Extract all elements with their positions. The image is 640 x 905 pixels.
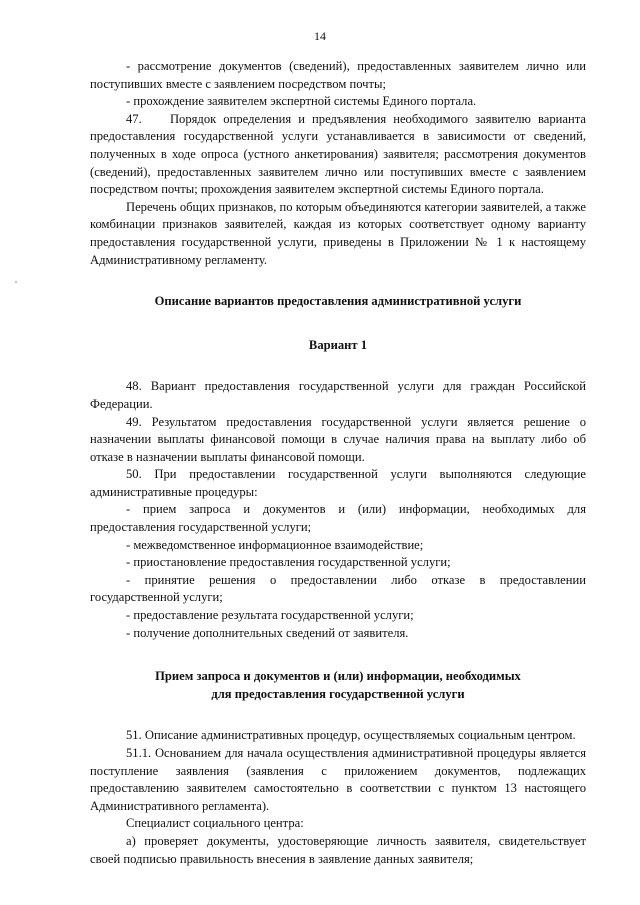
variant-heading: Вариант 1 <box>308 337 368 352</box>
paragraph: - прохождение заявителем экспертной системы Единого портала. <box>126 94 477 109</box>
margin-mark <box>15 281 17 283</box>
subsection-heading-line2: для предоставления государственной услуги <box>211 686 465 701</box>
list-item: - межведомственное информационное взаимодействие; <box>126 537 424 552</box>
page-number: 14 <box>314 29 326 43</box>
list-item: - приостановление предоставления государственной услуги; <box>126 555 451 570</box>
paragraph: а) проверяет документы, удостоверяющие личность заявителя, свидетельствует своей подписью правильность внесения в заявление данных заявителя; <box>90 833 586 866</box>
subsection-heading-line1: Прием запроса и документов и (или) информации, необходимых <box>155 669 521 684</box>
paragraph: Специалист социального центра: <box>126 816 304 831</box>
list-item: - прием запроса и документов и (или) информации, необходимых для предоставления государственной услуги; <box>90 502 586 535</box>
paragraph: Перечень общих признаков, по которым объединяются категории заявителей, а также комбинации признаков заявителей, каждая из которых соответствует одному варианту предоставления государственной услуги, приведены в Приложении № 1 к настоящему Административному регламенту. <box>90 199 586 267</box>
paragraph: 49. Результатом предоставления государственной услуги является решение о назначении выплаты финансовой помощи в случае наличия права на выплату либо об отказе в назначении выплаты финансовой помощи. <box>90 414 586 464</box>
section-heading: Описание вариантов предоставления административной услуги <box>154 294 522 309</box>
list-item: - предоставление результата государственной услуги; <box>126 608 414 623</box>
list-item: - принятие решения о предоставлении либо отказе в предоставлении государственной услуги; <box>90 572 586 605</box>
document-body <box>90 58 586 868</box>
paragraph: 48. Вариант предоставления государственной услуги для граждан Российской Федерации. <box>90 379 586 411</box>
paragraph: 50. При предоставлении государственной услуги выполняются следующие административные процедуры: <box>90 467 586 499</box>
list-item: - получение дополнительных сведений от заявителя. <box>126 625 409 640</box>
paragraph: 47. Порядок определения и предъявления необходимого заявителю варианта предоставления государственной услуги устанавливается в зависимости от сведений, полученных в ходе опроса (устного анкетирования) заявителя; рассмотрения документов (сведений), предоставленных заявителем лично или поступивших вместе с заявлением посредством почты; прохождения заявителем экспертной системы Единого портала. <box>90 111 586 197</box>
subsection-heading <box>90 668 586 703</box>
paragraph: 51.1. Основанием для начала осуществления административной процедуры является поступление заявления (заявления с приложением документов, подлежащих предоставлению заявителем самостоятельно в соответствии с пунктом 13 настоящего Административного регламента). <box>90 746 586 813</box>
paragraph: 51. Описание административных процедур, осуществляемых социальным центром. <box>126 728 576 743</box>
paragraph: - рассмотрение документов (сведений), предоставленных заявителем лично или поступивших вместе с заявлением посредством почты; <box>90 59 586 91</box>
